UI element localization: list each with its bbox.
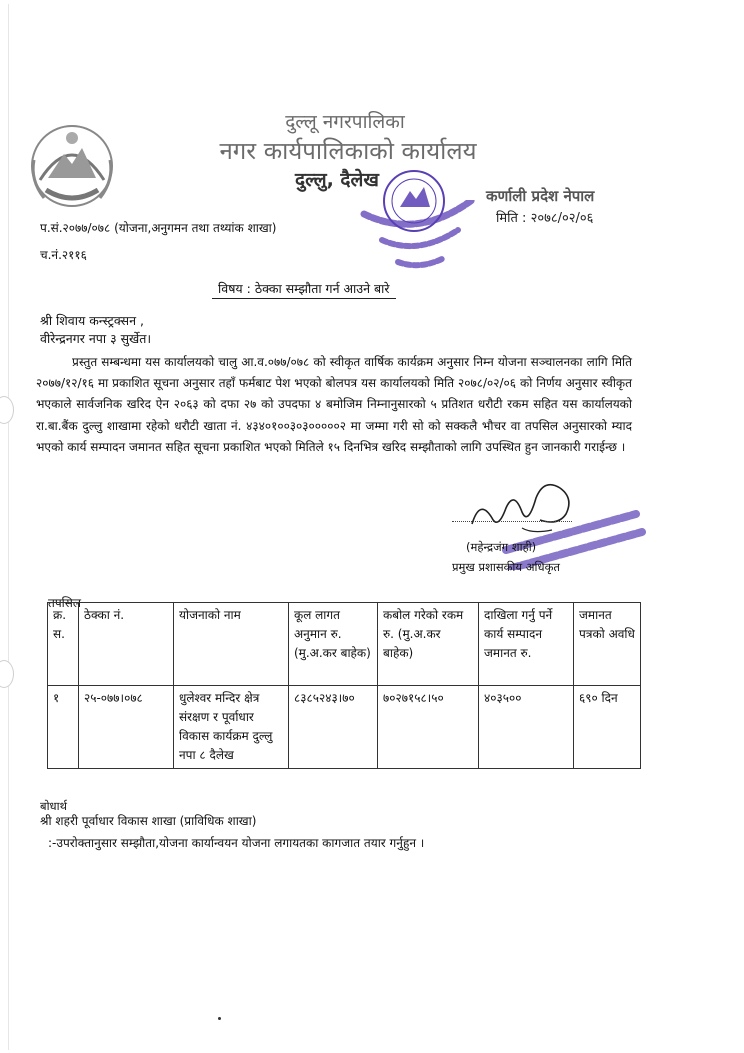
cell-guarantee-period: ६९० दिन <box>574 686 641 769</box>
cell-contract-no: २५-०७७।०७८ <box>79 686 174 769</box>
subject-text: विषय : ठेक्का सम्झौता गर्न आउने बारे <box>218 281 390 296</box>
signatory-name: (महेन्द्रजंग शाही) <box>466 540 537 554</box>
municipality-name: दुल्लू नगरपालिका <box>285 111 405 133</box>
col-header-serial: क्र. स. <box>48 603 79 686</box>
province-name: कर्णाली प्रदेश नेपाल <box>486 187 595 205</box>
table-header-row <box>48 603 641 686</box>
nepal-emblem-icon <box>26 120 118 212</box>
col-header-bid-amount: कबोल गरेको रकम रु. (मु.अ.कर बाहेक) <box>378 603 479 686</box>
recipient-address: वीरेन्द्रनगर नपा ३ सुर्खेत। <box>40 331 152 346</box>
office-text-stamp <box>358 200 478 272</box>
reference-number: प.सं.२०७७/०७८ (योजना,अनुगमन तथा तथ्यांक शाखा) <box>40 221 277 235</box>
col-header-guarantee-period: जमानत पत्रको अवधि <box>574 603 641 686</box>
letter-body: प्रस्तुत सम्बन्धमा यस कार्यालयको चालु आ.व.०७७/०७८ को स्वीकृत वार्षिक कार्यक्रम अनुसार निम्न योजना सञ्चालनका लागि मिति २०७७/१२/१६ मा प्रकाशित सूचना अनुसार तहाँ फर्मबाट पेश भएको बोलपत्र यस कार्यालयको मिति २०७८/०२/०६ को निर्णय अनुसार स्वीकृत भएकाले सार्वजनिक खरिद ऐन २०६३ को दफा २७ को उपदफा ४ बमोजिम निम्नानुसारको ५ प्रतिशत धरौटी रकम सहित यस कार्यालयको रा.बा.बैंक दुल्लु शाखामा रहेको धरौटी खाता नं. ४३४०१००३०३०००००२ मा जम्मा गरी सो को सक्कलै भौचर वा तपसिल अनुसारको म्याद भएको कार्य सम्पादन जमानत सहित सूचना प्रकाशित भएको मितिले १५ दिनभित्र खरिद सम्झौताको लागि उपस्थित हुन जानकारी गराईन्छ । <box>36 355 632 454</box>
dispatch-number: च.नं.२११६ <box>40 248 87 262</box>
cc-recipient: श्री शहरी पूर्वाधार विकास शाखा (प्राविधिक शाखा) <box>40 814 257 828</box>
details-label: तपसिल <box>48 596 82 610</box>
cell-cost-estimate: ८३८५२४३।७० <box>289 686 378 769</box>
col-header-contract-no: ठेक्का नं. <box>79 603 174 686</box>
cell-performance-guarantee: ४०३५०० <box>479 686 574 769</box>
cell-project-name: धुलेश्वर मन्दिर क्षेत्र संरक्षण र पूर्वाधार विकास कार्यक्रम दुल्लु नपा ८ दैलेख <box>174 686 289 769</box>
col-header-performance-guarantee: दाखिला गर्नु पर्ने कार्य सम्पादन जमानत रु. <box>479 603 574 686</box>
letter-date: मिति : २०७८/०२/०६ <box>496 211 594 226</box>
cell-bid-amount: ७०२७१५८।५० <box>378 686 479 769</box>
subject-underline <box>212 298 396 299</box>
stray-mark <box>218 1017 221 1020</box>
col-header-project-name: योजनाको नाम <box>174 603 289 686</box>
office-place: दुल्लु, दैलेख <box>295 169 379 191</box>
cell-serial: १ <box>48 686 79 769</box>
signatory-title: प्रमुख प्रशासकीय अधिकृत <box>452 560 560 574</box>
cc-instruction: :-उपरोक्तानुसार सम्झौता,योजना कार्यान्वयन योजना लगायतका कागजात तयार गर्नुहुन । <box>48 836 425 850</box>
cc-label: बोधार्थ <box>40 799 67 813</box>
details-table <box>47 602 641 769</box>
recipient-name: श्री शिवाय कन्स्ट्रक्सन , <box>40 313 144 328</box>
office-name: नगर कार्यपालिकाको कार्यालय <box>219 137 477 165</box>
letter-subject <box>218 280 390 297</box>
table-row <box>48 686 641 769</box>
col-header-cost-estimate: कूल लागत अनुमान रु. (मु.अ.कर बाहेक) <box>289 603 378 686</box>
